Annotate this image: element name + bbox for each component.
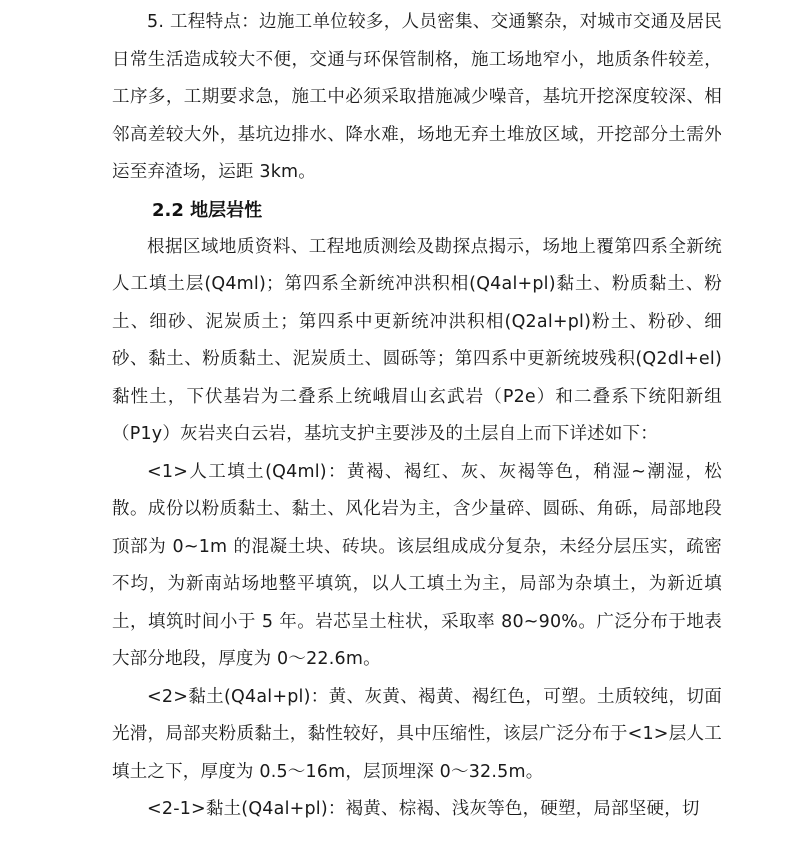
paragraph-project-features: 5. 工程特点：边施工单位较多，人员密集、交通繁杂，对城市交通及居民日常生活造成较大不便，交通与环保管制格，施工场地窄小，地质条件较差，工序多，工期要求急，施工中必须采取措施减少噪音，基坑开挖深度较深、相邻高差较大外，基坑边排水、降水难，场地无弃土堆放区域，开挖部分土需外运至弃渣场，运距 3km。: [112, 12, 722, 182]
document-body: [112, 4, 722, 829]
paragraph-layer-2-clay: <2>黏土(Q4al+pl)：黄、灰黄、褐黄、褐红色，可塑。土质较纯，切面光滑，局部夹粉质黏土，黏性较好，具中压缩性，该层广泛分布于<1>层人工填土之下，厚度为 0.5～16m，层顶埋深 0～32.5m。: [112, 686, 722, 782]
paragraph-layer-1-fill: <1>人工填土(Q4ml)：黄褐、褐红、灰、灰褐等色，稍湿~潮湿，松散。成份以粉质黏土、黏土、风化岩为主，含少量碎、圆砾、角砾，局部地段顶部为 0~1m 的混凝土块、砖块。该层组成成分复杂，未经分层压实，疏密不均，为新南站场地整平填筑，以人工填土为主，局部为杂填土，为新近填土，填筑时间小于 5 年。岩芯呈土柱状，采取率 80~90%。广泛分布于地表大部分地段，厚度为 0～22.6m。: [112, 461, 722, 669]
paragraph-stratum-overview: 根据区域地质资料、工程地质测绘及勘探点揭示，场地上覆第四系全新统人工填土层(Q4ml)；第四系全新统冲洪积相(Q4al+pl)黏土、粉质黏土、粉土、细砂、泥炭质土；第四系中更新统冲洪积相(Q2al+pl)粉土、粉砂、细砂、黏土、粉质黏土、泥炭质土、圆砾等；第四系中更新统坡残积(Q2dl+el)黏性土，下伏基岩为二叠系上统峨眉山玄武岩（P2e）和二叠系下统阳新组（P1y）灰岩夹白云岩，基坑支护主要涉及的土层自上而下详述如下：: [112, 236, 722, 444]
section-heading: 2.2 地层岩性: [152, 199, 263, 221]
paragraph-layer-2-1-clay: <2-1>黏土(Q4al+pl)：褐黄、棕褐、浅灰等色，硬塑，局部坚硬，切: [147, 799, 700, 819]
